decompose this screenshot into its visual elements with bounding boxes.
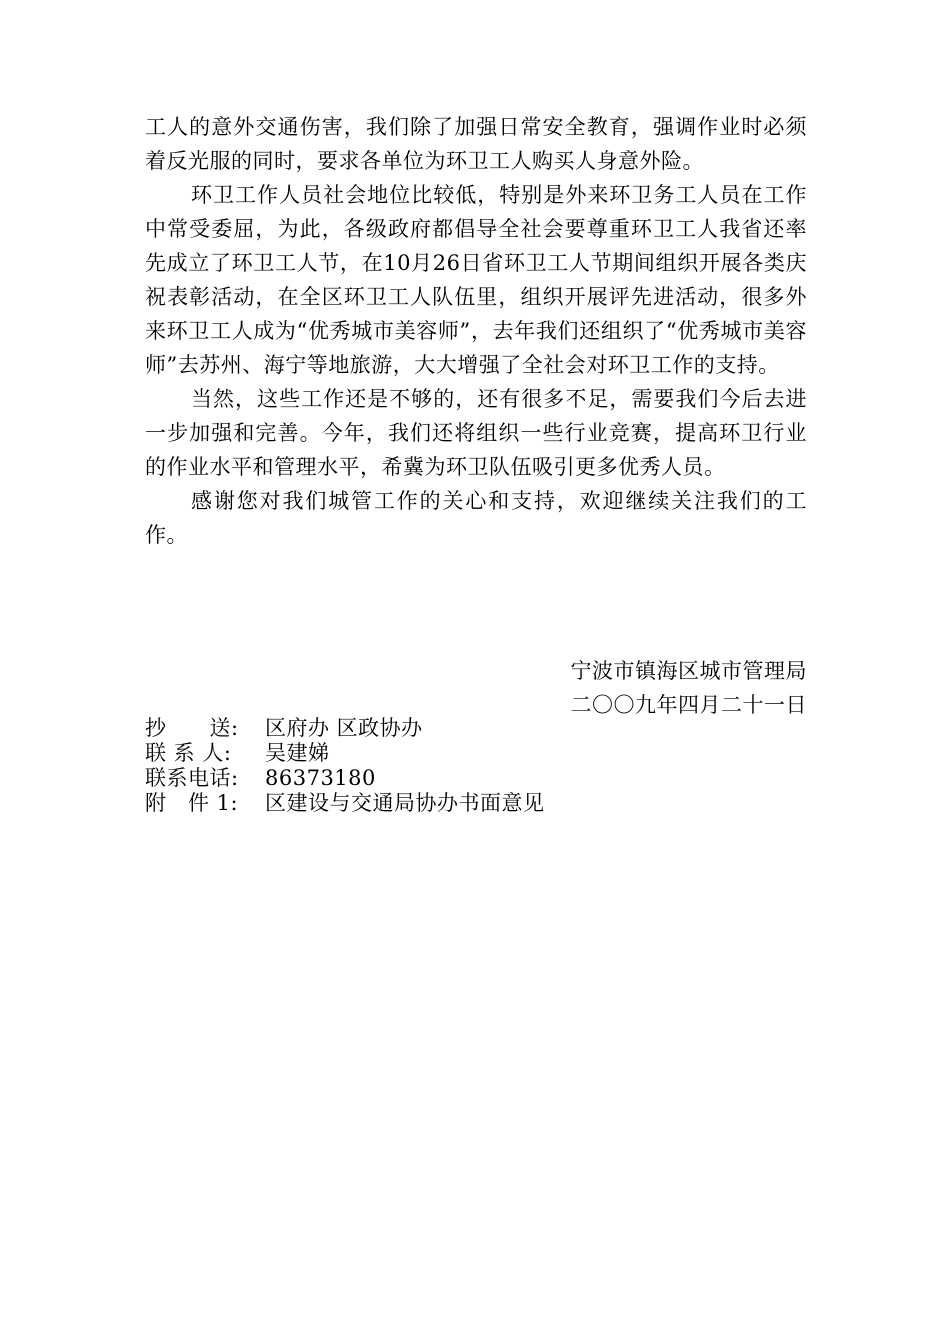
paragraph-thanks: 感谢您对我们城管工作的关心和支持，欢迎继续关注我们的工作。 xyxy=(145,489,807,547)
phone-label: 联系电话: xyxy=(145,766,239,790)
paragraph-social-status: 环卫工作人员社会地位比较低，特别是外来环卫务工人员在工作中常受委屈，为此，各级政府都倡导全社会要尊重环卫工人我省还率先成立了环卫工人节，在10月26日省环卫工人节期间组织开展各类庆祝表彰活动，在全区环卫工人队伍里，组织开展评先进活动，很多外来环卫工人成为“优秀城市美容师”，去年我们还组织了“优秀城市美容师”去苏州、海宁等地旅游，大大增强了全社会对环卫工作的支持。 xyxy=(145,183,807,377)
cc-row xyxy=(145,716,807,741)
attachment-label: 附 件 1: xyxy=(145,791,239,815)
phone-value: 86373180 xyxy=(265,766,376,790)
phone-row xyxy=(145,766,807,791)
contact-row xyxy=(145,741,807,766)
attachment-row xyxy=(145,791,807,816)
cc-label: 抄 送: xyxy=(145,716,239,740)
signature-date: 二〇〇九年四月二十一日 xyxy=(570,693,807,717)
signature-organization: 宁波市镇海区城市管理局 xyxy=(570,659,807,683)
document-footer xyxy=(145,716,807,816)
paragraph-continuation: 工人的意外交通伤害，我们除了加强日常安全教育，强调作业时必须着反光服的同时，要求各单位为环卫工人购买人身意外险。 xyxy=(145,115,807,173)
attachment-value: 区建设与交通局协办书面意见 xyxy=(265,791,545,815)
contact-value: 吴建娣 xyxy=(265,741,330,765)
cc-value: 区府办 区政协办 xyxy=(265,716,423,740)
paragraph-improvement: 当然，这些工作还是不够的，还有很多不足，需要我们今后去进一步加强和完善。今年，我们还将组织一些行业竞赛，提高环卫行业的作业水平和管理水平，希冀为环卫队伍吸引更多优秀人员。 xyxy=(145,387,807,479)
contact-label: 联 系 人: xyxy=(145,741,232,765)
letter-body xyxy=(145,110,807,552)
